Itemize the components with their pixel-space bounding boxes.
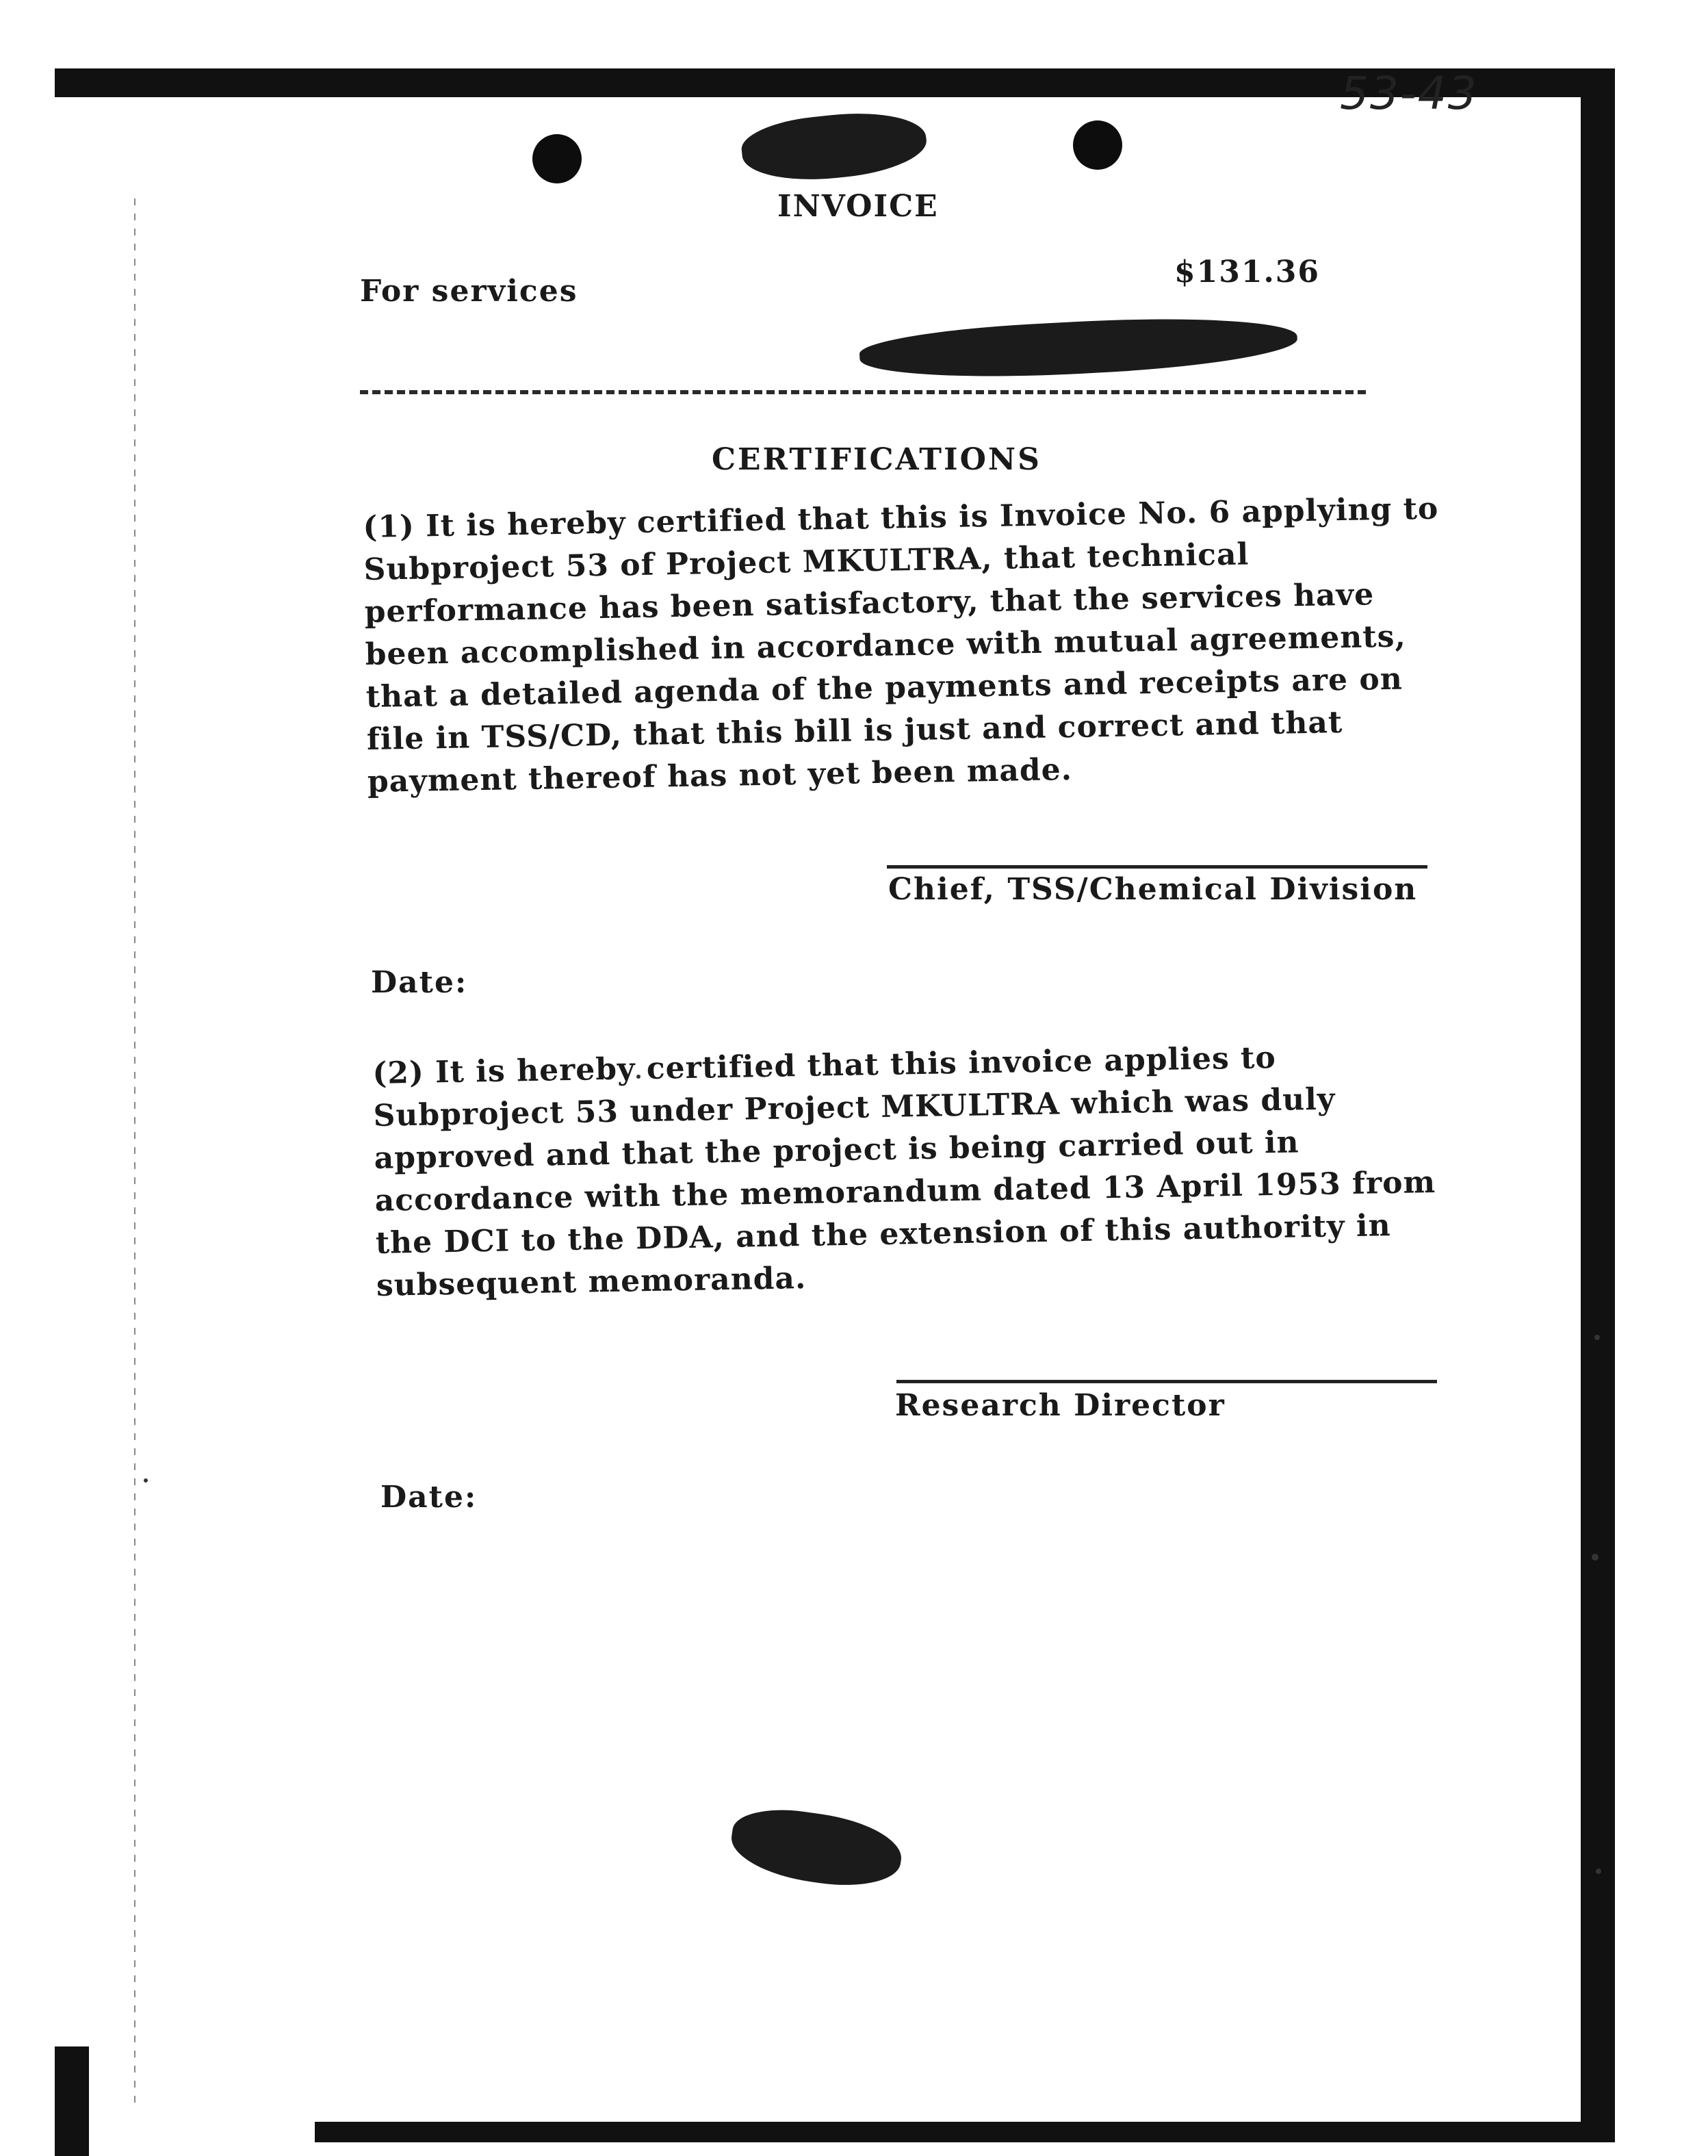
scan-speck [1592,1554,1599,1561]
scan-margin-line [134,198,135,2108]
redaction-mark-top [739,105,929,188]
for-services-label: For services [360,274,578,309]
invoice-amount: $131.36 [1174,255,1321,290]
scan-border-left [55,2046,89,2156]
dashed-divider [360,390,1366,394]
scan-border-right [1581,68,1615,2129]
signature-line-2 [896,1380,1437,1383]
scan-speck [1594,1335,1600,1340]
scan-speck [1596,1869,1601,1874]
redaction-mark-bottom [727,1802,905,1894]
redaction-mark-payee [858,310,1298,385]
certification-paragraph-2: (2) It is hereby certified that this invoice applies to Subproject 53 under Project MKULTRA which was duly approved and that the project is being carried out in accordance with the memorandum dated 13 April 1953 from the DCI to the DDA, and the extension of this authority in subsequent memoranda. [372,1040,1436,1303]
certification-paragraph-1: (1) It is hereby certified that this is Invoice No. 6 applying to Subproject 53 of Project MKULTRA, that technical performance has been satisfactory, that the services have been accomplished in accordance with mutual agreements, that a detailed agenda of the payments and receipts are on file in TSS/CD, that this bill is just and correct and that payment thereof has not yet been made. [363,491,1439,799]
scan-speck [144,1478,148,1483]
signatory-label-2: Research Director [895,1388,1226,1423]
date-label-2: Date: [380,1480,478,1515]
scan-border-bottom [315,2122,1615,2142]
date-label-1: Date: [371,965,468,1000]
signature-line-1 [887,865,1427,869]
certifications-heading: CERTIFICATIONS [712,442,1041,477]
invoice-title: INVOICE [777,189,939,224]
signatory-label-1: Chief, TSS/Chemical Division [888,872,1418,907]
punch-hole-left [532,134,582,183]
punch-hole-right [1073,120,1122,170]
handwritten-document-number: 53-43 [1340,67,1478,120]
